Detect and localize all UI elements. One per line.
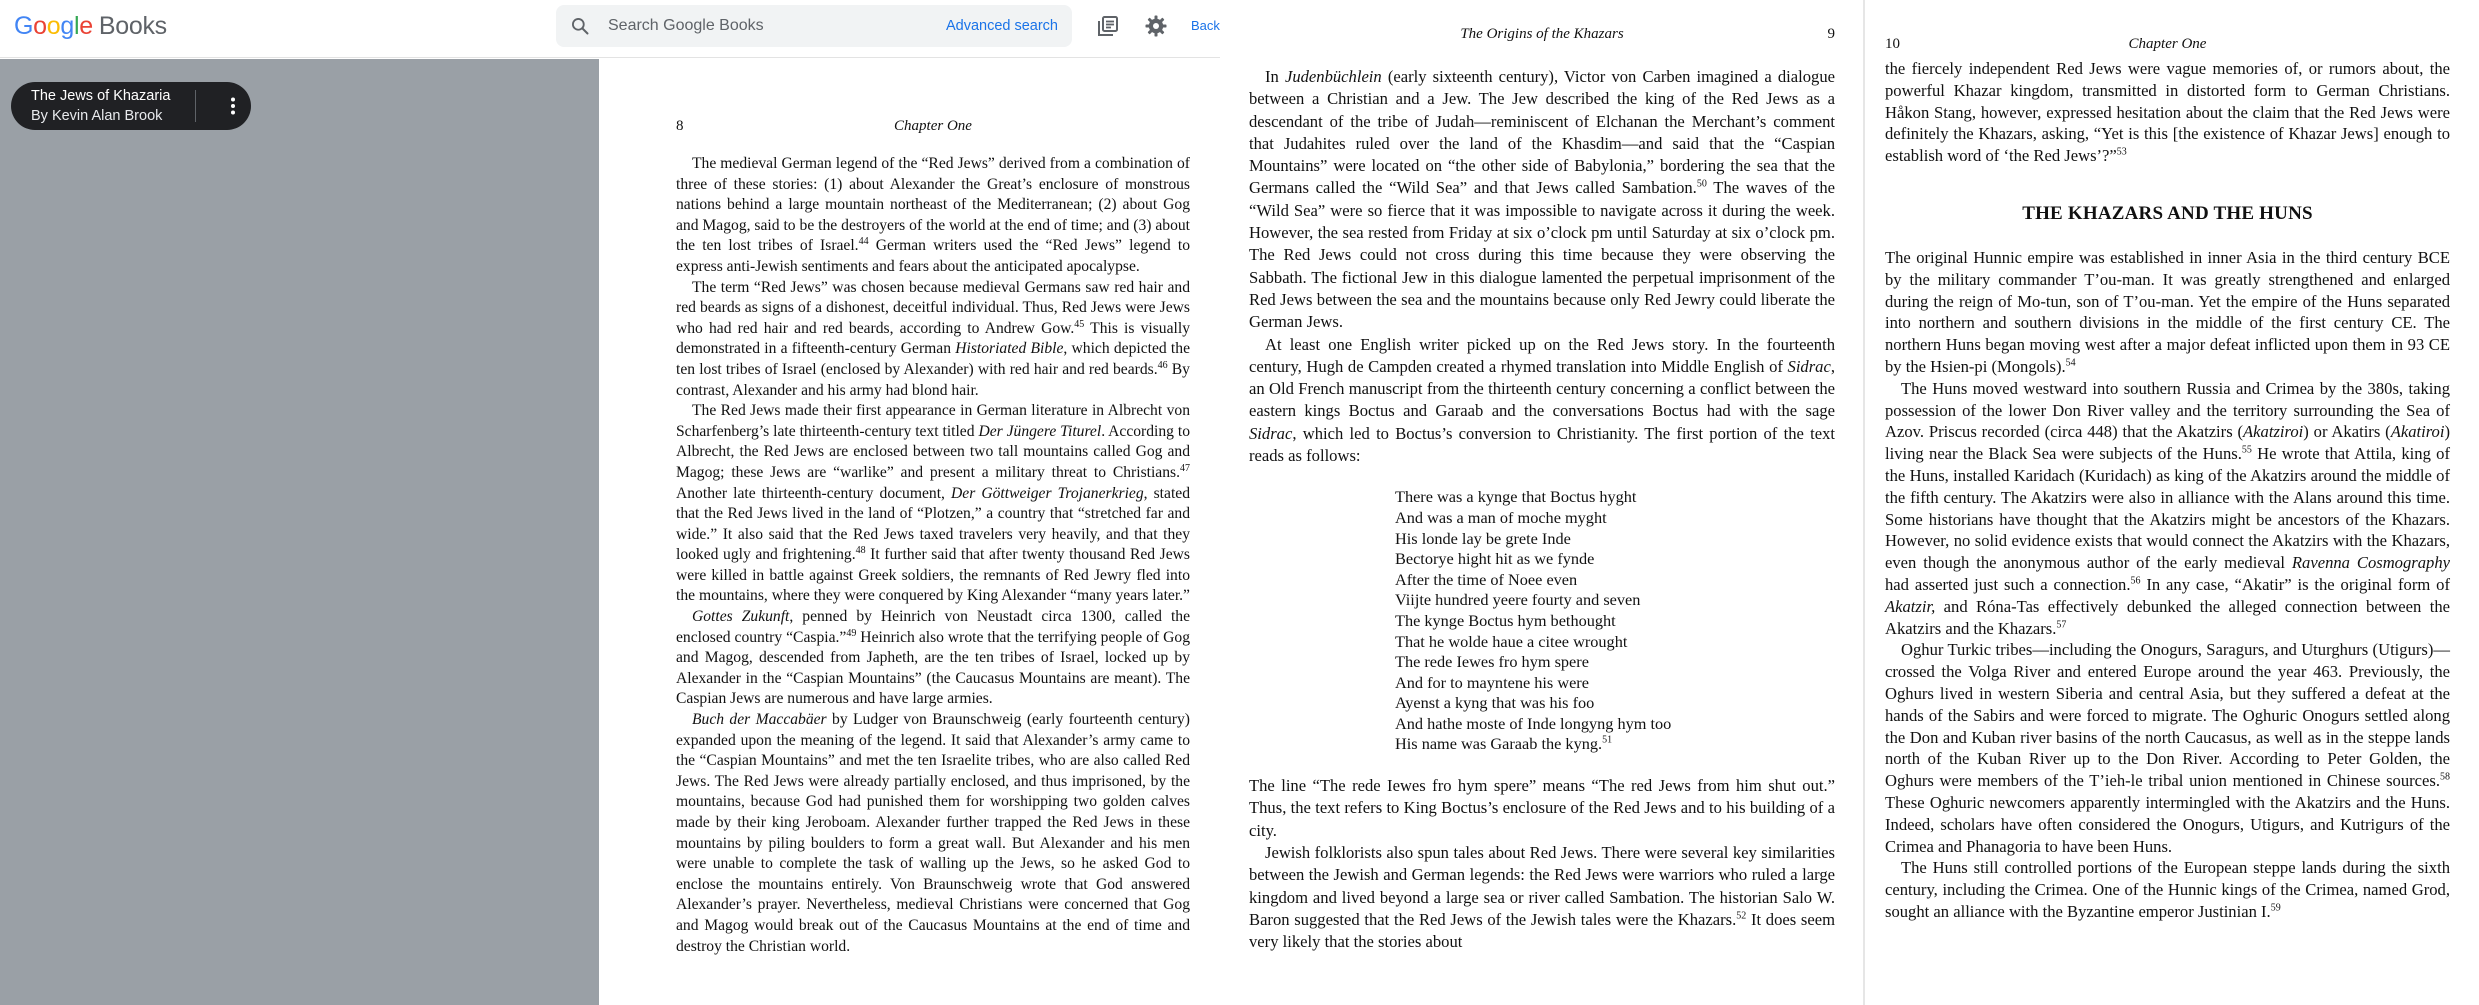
running-title: Chapter One xyxy=(894,118,972,134)
paragraph: Oghur Turkic tribes—including the Onogurs, Saragurs, and Uturghurs (Utigurs)—crossed the Volga River and entered Europe around the year 463. Previously, the Oghurs lived in western Siberia and central Asia, but they suffered a defeat at the hands of the Sabirs and were forced to migrate. The Oghuric Onogurs settled along the Don and Kuban river basins of the north Caucasus, as well as in the steppe lands north of the Kuban River up to the Don River. According to Peter Golden, the Oghurs were members of the T’ieh-le tribal union mentioned in Chinese sources.$^{58}$ These Oghuric newcomers apparently intermingled with the Akatzirs and the Huns. Indeed, scholars have often considered the Onogurs, Utigurs, and Kutrigurs of the Crimea and Phanagoria to have been Huns. xyxy=(1885,640,2450,856)
poem-line: And hathe moste of Inde longyng hym too xyxy=(1395,713,1672,733)
google-books-logo[interactable] xyxy=(14,12,167,41)
advanced-search-link[interactable]: Advanced search xyxy=(945,18,1058,34)
chip-divider xyxy=(195,90,196,122)
paragraph: The medieval German legend of the “Red Jews” derived from a combination of three of these stories: (1) about Alexander the Great’s enclosure of monstrous nations behind a large mountain northeast of the Mediterranean; (2) about Gog and Magog, said to be the destroyers of the world at the end of time; and (3) about the ten lost tribes of Israel.$^{44}$ German writers used the “Red Jews” legend to express anti-Jewish sentiments and fears about the anticipated apocalypse. xyxy=(676,155,1190,275)
paragraph: In Judenbüchlein (early sixteenth century), Victor von Carben imagined a dialogue between a Christian and a Jew. The Jew described the king of the Red Jews as a descendant of the tribe of Judah—reminiscent of Elchanan the Merchant’s comment that Judahites ruled over the land of the Khasdim—and said that the “Caspian Mountains” were located on “the other side of Babylonia,” bordering the sea that the Germans called the “Wild Sea” and that Jews called Sambation.$^{50}$ The waves of the “Wild Sea” were so fierce that it was impossible to navigate across it during the week. However, the sea rested from Friday at six o’clock pm until Saturday at six o’clock pm. The Red Jews could not cross during this time because they were observing the Sabbath. The fictional Jew in this dialogue lamented the perpetual imprisonment of the Red Jews between the sea and the mountains because only Red Jewry could liberate the German Jews. xyxy=(1249,67,1835,332)
book-author: By Kevin Alan Brook xyxy=(31,108,163,124)
book-page-8 xyxy=(676,118,1190,998)
book-info-chip[interactable] xyxy=(11,82,251,130)
poem-line: After the time of Noee even xyxy=(1395,569,1578,589)
paragraph: The Huns moved westward into southern Russia and Crimea by the 380s, taking possession of the lower Don River valley and the territory surrounding the Sea of Azov. Priscus recorded (circa 448) that the Akatzirs (Akatziroi) or Akatirs (Akatiroi) living near the Black Sea were subjects of the Huns.$^{55}$ He wrote that Attila, king of the Huns, installed Karidach (Kuridach) as king of the Akatzirs around the middle of the fifth century. The Akatzirs were also in alliance with the Alans around this time. Some historians have thought that the Akatzirs might be ancestors of the Khazars. However, no solid evidence exists that would connect the Akatzirs with the Khazars, even though the anonymous author of the early medieval Ravenna Cosmography had asserted just such a connection.$^{56}$ In any case, “Akatir” is the original form of Akatzir, and Róna-Tas effectively debunked the alleged connection between the Akatzirs and the Khazars.$^{57}$ xyxy=(1885,378,2450,638)
paragraph: The line “The rede Iewes fro hym spere” means “The red Jews from him shut out.” Thus, the text refers to King Boctus’s enclosure of the Red Jews and to his building of a city. xyxy=(1249,776,1835,840)
poem-line: His name was Garaab the kyng.$^{51}$ xyxy=(1395,734,1613,754)
page-number: 10 xyxy=(1885,36,1900,52)
page-body xyxy=(1885,58,2450,923)
section-heading: THE KHAZARS AND THE HUNS xyxy=(2022,202,2313,224)
book-page-10 xyxy=(1885,36,2450,1001)
running-title: The Origins of the Khazars xyxy=(1460,26,1624,42)
paragraph: The Red Jews made their first appearance in German literature in Albrecht von Scharfenberg’s late thirteenth-century text titled Der Jüngere Titurel. According to Albrecht, the Red Jews are enclosed between two tall mountains called Gog and Magog; these Jews are “warlike” and present a military threat to Christians.$^{47}$ Another late thirteenth-century document, Der Göttweiger Trojanerkrieg, stated that the Red Jews lived in the land of “Plotzen,” a country that “stretched far and wide.” It also said that the Red Jews taxed travelers very heavily, and that they looked ugly and frightening.$^{48}$ It further said that after twenty thousand Red Jews were killed in battle against Greek soldiers, the remnants of Red Jewry fled into the mountains, where they were conquered by King Alexander “many years later.” xyxy=(676,402,1191,605)
top-app-bar xyxy=(0,0,1220,58)
poem-line: His londe lay be grete Inde xyxy=(1395,528,1571,548)
my-library-icon[interactable] xyxy=(1096,14,1120,38)
paragraph: the fiercely independent Red Jews were vague memories of, or rumors about, the powerful Khazar kingdom, transmitted in distorted form to German Christians. Håkon Stang, however, expressed hesitation about the claim that the Red Jews were definitely the Khazars, asking, “Yet is this [the existence of Khazar Jews] enough to establish word of ‘the Red Jews’?”$^{53}$ xyxy=(1885,59,2450,166)
paragraph: Buch der Maccabäer by Ludger von Braunschweig (early fourteenth century) expanded upon the meaning of the legend. It said that Alexander’s army came to the “Caspian Mountains” and met the ten Israelite tribes, who are also called Red Jews. The Red Jews were already partially enclosed, and thus imprisoned, by the mountains, because God had punished them for worshipping two golden calves made by their king Jeroboam. Alexander further trapped the Red Jews in these mountains by piling boulders to form a great wall. But Alexander and his men were unable to complete the task of walling up the Jews, so he asked God to enclose the mountains entirely. Von Braunschweig wrote that God answered Alexander’s prayer. Nevertheless, medieval Christians were concerned that Gog and Magog would break out of the Caucasus Mountains at the end of time and destroy the Christian world. xyxy=(676,711,1190,955)
page-header xyxy=(1249,26,1835,46)
book-page-9 xyxy=(1249,26,1835,1001)
search-box xyxy=(556,5,1072,47)
poem-line: Ayenst a kyng that was his foo xyxy=(1395,693,1595,713)
page-body xyxy=(1249,66,1835,953)
settings-gear-icon[interactable] xyxy=(1144,14,1168,38)
poem-line: Bectorye hight hit as we fynde xyxy=(1395,549,1595,569)
page-body xyxy=(676,154,1190,957)
paragraph: The Huns still controlled portions of the European steppe lands during the sixth century, including the Crimea. One of the Hunnic kings of the Crimea, named Grod, sought an alliance with the Byzantine emperor Justinian I.$^{59}$ xyxy=(1885,858,2450,921)
books-wordmark: Books xyxy=(98,12,167,40)
poem-block xyxy=(1395,487,1835,755)
search-input[interactable] xyxy=(608,14,928,38)
paragraph: The original Hunnic empire was established in inner Asia in the third century BCE by the military commander T’ou-man. It was greatly strengthened and enlarged during the reign of Mo-tun, son of T’ou-man. Yet the empire of the Huns separated into northern and southern divisions in the middle of the first century CE. The northern Huns began moving west after a major defeat inflicted upon them in 93 CE by the Hsien-pi (Mongols).$^{54}$ xyxy=(1885,247,2450,376)
page-header xyxy=(1885,36,2450,56)
running-title: Chapter One xyxy=(2128,36,2207,52)
poem-line: And for to mayntene his were xyxy=(1395,672,1589,692)
page-number: 8 xyxy=(676,118,684,134)
paragraph: At least one English writer picked up on the Red Jews story. In the fourteenth century, Hugh de Campden created a rhymed translation into Middle English of Sidrac, an Old French manuscript from the thirteenth century concerning a conflict between the eastern kings Boctus and Garaab and the conversations Boctus had with the sage Sidrac, which led to Boctus’s conversion to Christianity. The first portion of the text reads as follows: xyxy=(1249,334,1835,466)
google-wordmark: Google xyxy=(14,12,93,40)
page-number: 9 xyxy=(1827,26,1835,42)
back-link[interactable]: Back xyxy=(1191,18,1220,33)
poem-line: There was a kynge that Boctus hyght xyxy=(1395,487,1637,507)
paragraph: The term “Red Jews” was chosen because medieval Germans saw red hair and red beards as signs of a dishonest, deceitful individual. Thus, Red Jews were Jews who had red hair and red beards, according to Andrew Gow.$^{45}$ This is visually demonstrated in a fifteenth-century German Historiated Bible, which depicted the ten lost tribes of Israel (enclosed by Alexander) with red hair and red beards.$^{46}$ By contrast, Alexander and his army had blond hair. xyxy=(676,278,1190,399)
poem-line: And was a man of moche myght xyxy=(1395,507,1607,527)
paragraph: Jewish folklorists also spun tales about Red Jews. There were several key similarities between the Jewish and German legends: the Red Jews were warriors who ruled a large kingdom and lived beyond a large sea or river called Sambation. The historian Salo W. Baron suggested that the Red Jews of the Jewish tales were the Khazars.$^{52}$ It does seem very likely that the stories about xyxy=(1249,842,1835,952)
poem-line: Viijte hundred yeere fourty and seven xyxy=(1395,590,1641,610)
more-vert-icon[interactable] xyxy=(221,94,245,118)
page-divider xyxy=(1863,0,1865,1005)
poem-line: The rede Iewes fro hym spere xyxy=(1395,652,1589,672)
poem-line: That he wolde haue a citee wrought xyxy=(1395,631,1628,651)
search-icon[interactable] xyxy=(570,16,590,36)
page-header xyxy=(676,118,1190,138)
book-title: The Jews of Khazaria xyxy=(31,88,171,104)
left-panel xyxy=(0,59,599,1005)
poem-line: The kynge Boctus hym bethought xyxy=(1395,610,1616,630)
paragraph: Gottes Zukunft, penned by Heinrich von Neustadt circa 1300, called the enclosed country “Caspia.”$^{49}$ Heinrich also wrote that the terrifying people of Gog and Magog, descended from Japheth, are the ten tribes of Israel, locked up by Alexander in the “Caspian Mountains” (the Caucasus Mountains are meant). The Caspian Jews are numerous and have large armies. xyxy=(676,608,1191,708)
